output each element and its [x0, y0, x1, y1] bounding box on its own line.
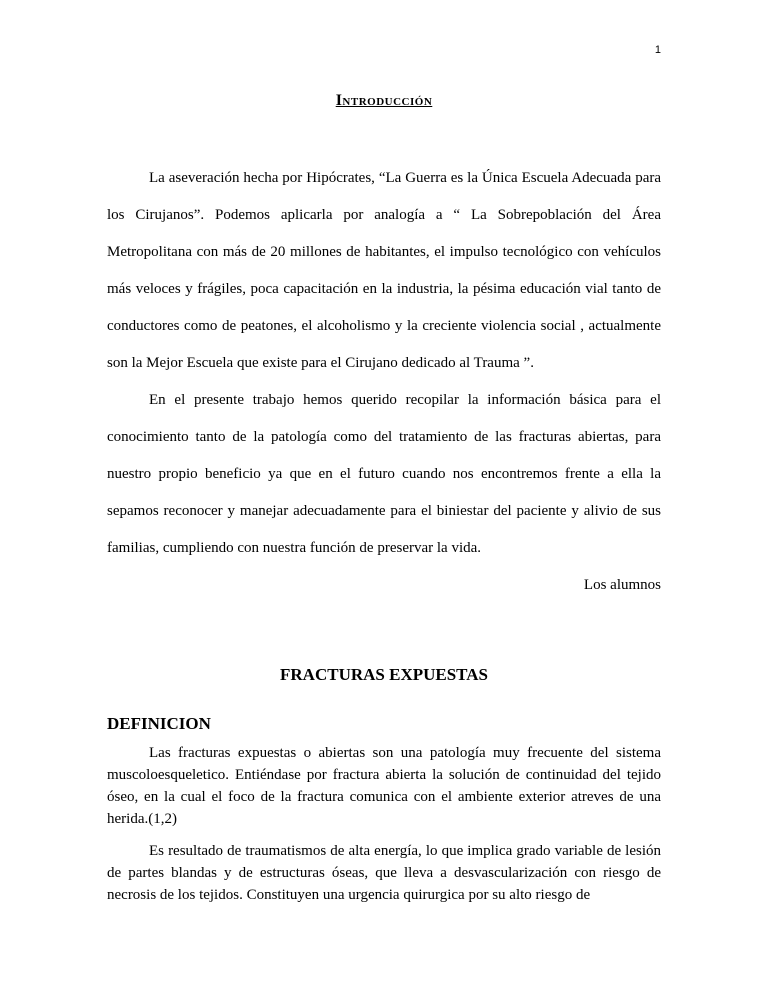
- definition-body: [107, 742, 661, 916]
- page-number: 1: [654, 44, 661, 56]
- introduction-paragraph: La aseveración hecha por Hipócrates, “La Guerra es la Única Escuela Adecuada para los Cirujanos”. Podemos aplicarla por analogía a “ La Sobrepoblación del Área Metropolitana con más de 20 millones de habitantes, el impulso tecnológico con vehículos más veloces y frágiles, poca capacitación en la industria, la pésima educación vial tanto de conductores como de peatones, el alcoholismo y la creciente violencia social , actualmente son la Mejor Escuela que existe para el Cirujano dedicado al Trauma ”.: [107, 170, 661, 371]
- introduction-title: Introducción: [335, 92, 433, 109]
- definition-paragraph: Las fracturas expuestas o abiertas son una patología muy frecuente del sistema muscoloesqueletico. Entiéndase por fractura abierta la solución de continuidad del tejido óseo, en la cual el foco de la fractura comunica con el ambiente exterior atreves de una herida.(1,2): [107, 745, 661, 827]
- signature: Los alumnos: [583, 577, 661, 593]
- section-title: FRACTURAS EXPUESTAS: [280, 665, 488, 684]
- definition-paragraph: Es resultado de traumatismos de alta energía, lo que implica grado variable de lesión de partes blandas y de estructuras óseas, que lleva a desvascularización con riesgo de necrosis de los tejidos. Constituyen una urgencia quirurgica por su alto riesgo de: [107, 843, 661, 903]
- introduction-paragraph: En el presente trabajo hemos querido recopilar la información básica para el conocimiento tanto de la patología como del tratamiento de las fracturas abiertas, para nuestro propio beneficio ya que en el futuro cuando nos encontremos frente a ella la sepamos reconocer y manejar adecuadamente para el biniestar del paciente y alivio de sus familias, cumpliendo con nuestra función de preservar la vida.: [107, 392, 661, 556]
- definition-heading: DEFINICION: [107, 714, 211, 733]
- introduction-body: [107, 160, 661, 604]
